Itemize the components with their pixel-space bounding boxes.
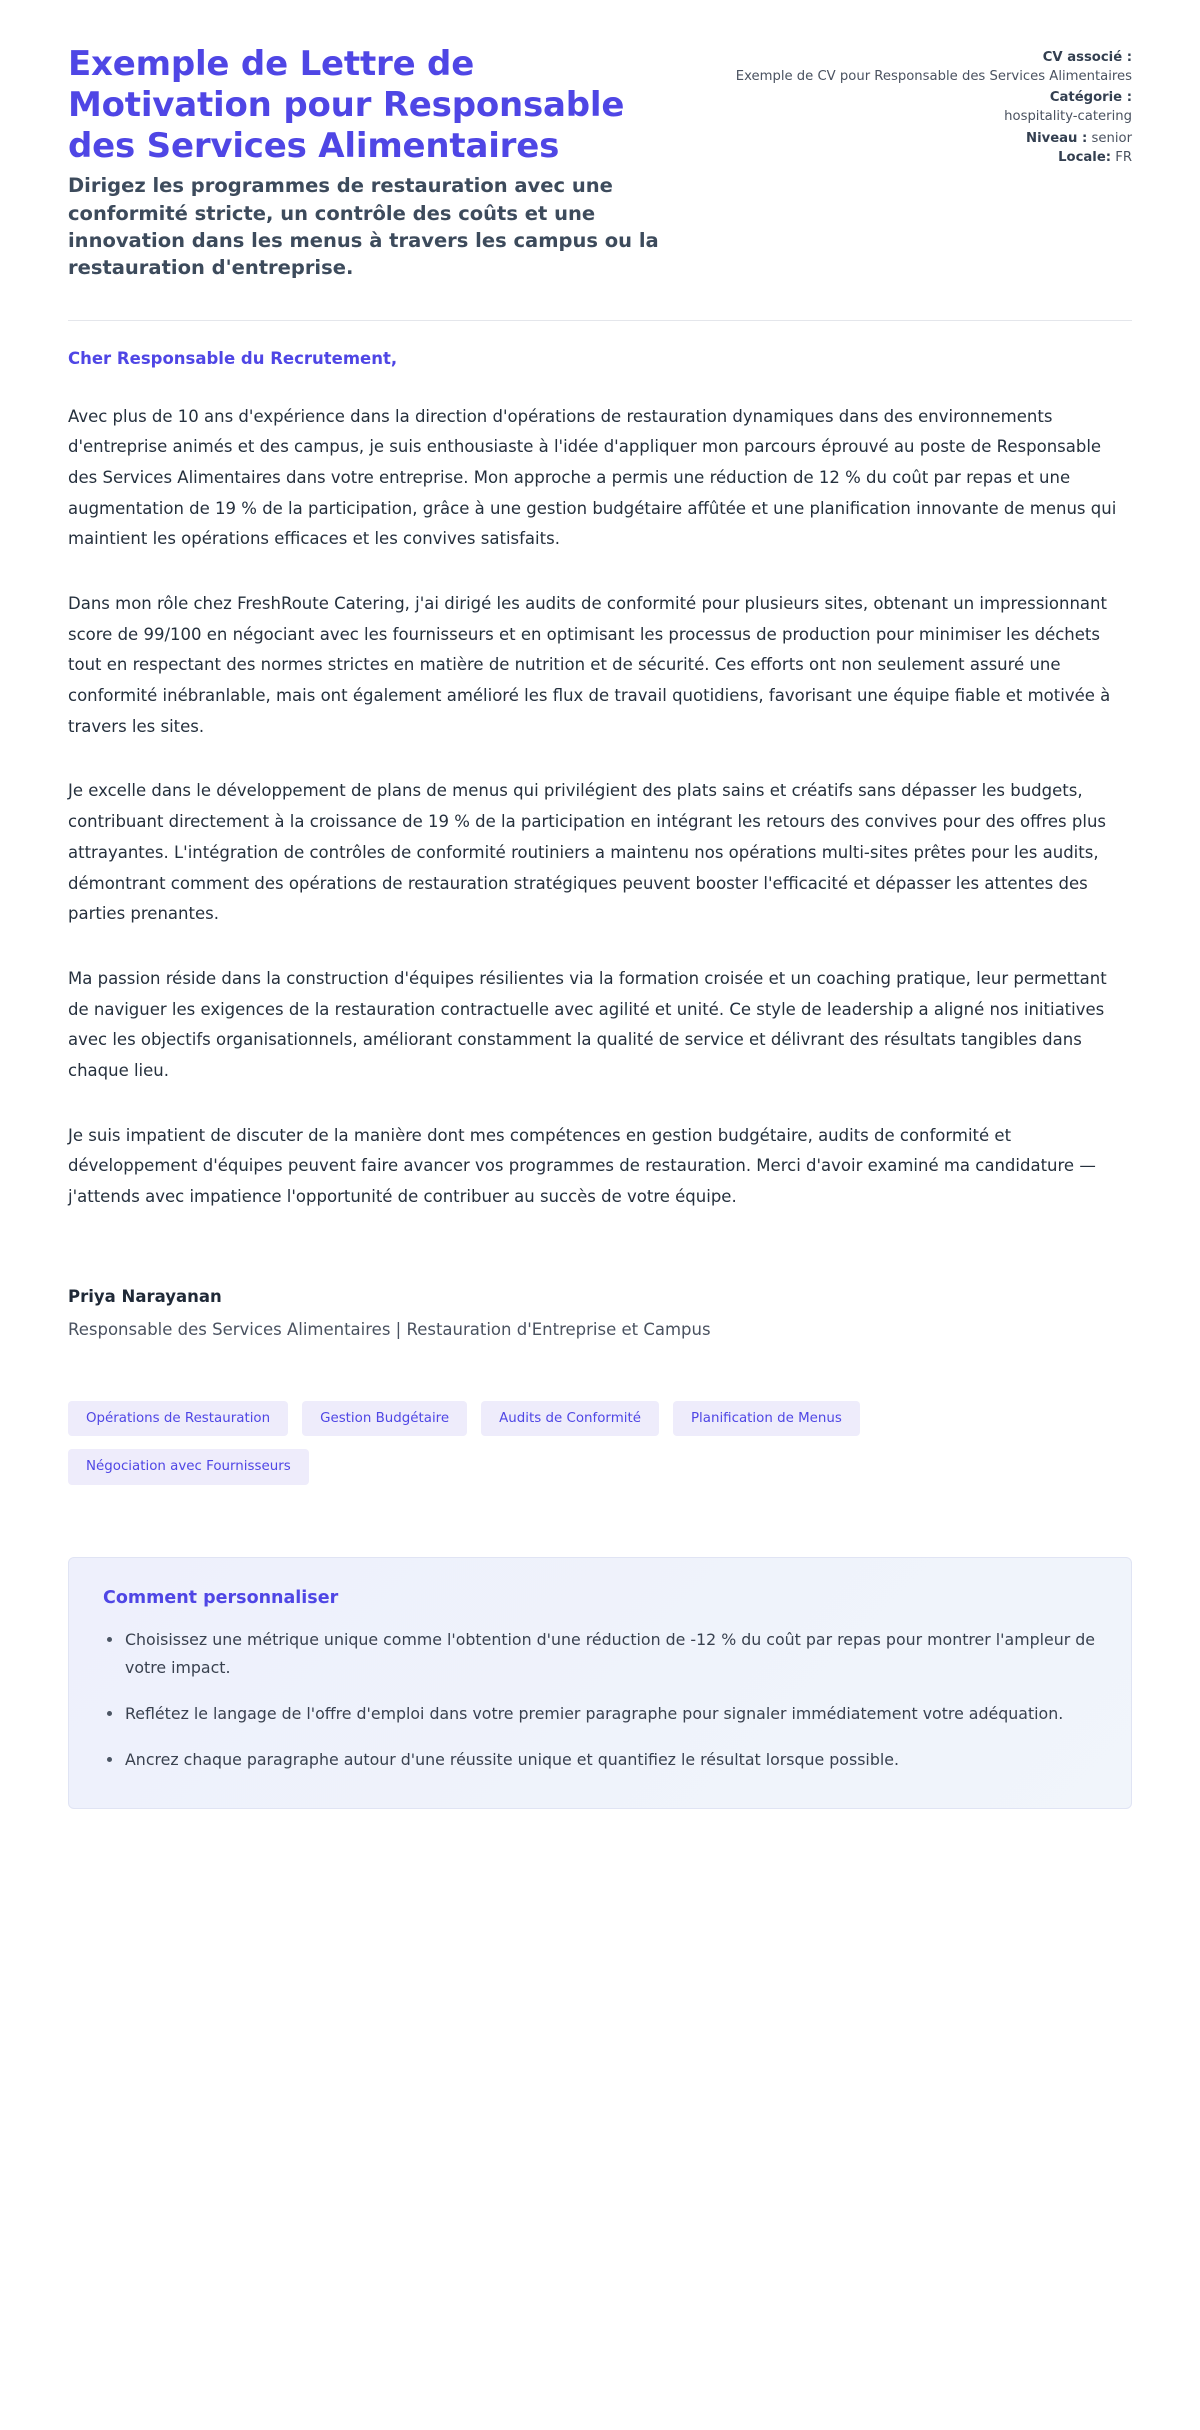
callout-title: Comment personnaliser [103,1587,339,1608]
meta-category-label: Catégorie : [1049,90,1132,106]
tag-chip[interactable]: Audits de Conformité [481,1401,659,1436]
signature-role: Responsable des Services Alimentaires | Restauration d'Entreprise et Campus [68,1319,711,1339]
customization-callout [68,1557,1132,1809]
document-metadata [736,44,1132,167]
letter-paragraph: Ma passion réside dans la construction d'équipes résilientes via la formation croisée et un coaching pratique, leur permettant de naviguer les exigences de la restauration contractuelle avec agilité et unité. Ce style de leadership a aligné nos initiatives avec les objectifs organisationnels, améliorant constamment la qualité de service et délivrant des résultats tangibles dans chaque lieu. [68,968,1107,1080]
callout-list [103,1626,1097,1774]
meta-related-cv [736,48,1132,67]
page-subtitle: Dirigez les programmes de restauration avec une conformité stricte, un contrôle des coûts et une innovation dans les menus à travers les campus ou la restauration d'entreprise. [68,174,659,280]
meta-category-value: hospitality-catering [1004,109,1132,125]
letter-paragraph: Je suis impatient de discuter de la manière dont mes compétences en gestion budgétaire, audits de conformité et développement d'équipes peuvent faire avancer vos programmes de restauration. Merci d'avoir examiné ma candidature — j'attends avec impatience l'opportunité de contribuer au succès de votre équipe. [68,1125,1096,1207]
callout-list-item: Ancrez chaque paragraphe autour d'une réussite unique et quantifiez le résultat lorsque possible. [103,1746,1097,1774]
meta-level [736,129,1132,148]
tag-chip[interactable]: Opérations de Restauration [68,1401,288,1436]
meta-related-cv-label: CV associé : [1042,50,1132,65]
tag-chip[interactable]: Planification de Menus [673,1401,860,1436]
meta-related-cv-value-row [736,67,1132,86]
page-title: Exemple de Lettre de Motivation pour Responsable des Services Alimentaires [68,44,625,166]
letter-paragraph: Avec plus de 10 ans d'expérience dans la direction d'opérations de restauration dynamiques dans des environnements d'entreprise animés et des campus, je suis enthousiaste à l'idée d'appliquer mon parcours éprouvé au poste de Responsable des Services Alimentaires dans votre entreprise. Mon approche a permis une réduction de 12 % du coût par repas et une augmentation de 19 % de la participation, grâce à une gestion budgétaire affûtée et une planification innovante de menus qui maintient les opérations efficaces et les convives satisfaits. [68,406,1117,549]
letter-paragraph: Je excelle dans le développement de plans de menus qui privilégient des plats sains et créatifs sans dépasser les budgets, contribuant directement à la croissance de 19 % de la participation en intégrant les retours des convives pour des offres plus attrayantes. L'intégration de contrôles de conformité routiniers a maintenu nos opérations multi-sites prêtes pour les audits, démontrant comment des opérations de restauration stratégiques peuvent booster l'efficacité et dépasser les attentes des parties prenantes. [68,781,1107,924]
meta-locale-value: FR [1115,149,1132,165]
callout-list-item: Reflétez le langage de l'offre d'emploi dans votre premier paragraphe pour signaler immédiatement votre adéquation. [103,1700,1097,1728]
signature-block [68,1287,1132,1339]
meta-related-cv-value: Exemple de CV pour Responsable des Services Alimentaires [735,69,1132,85]
cover-letter-body [68,321,1132,1339]
tag-chip[interactable]: Négociation avec Fournisseurs [68,1449,309,1484]
tag-list [68,1401,1068,1485]
meta-category-value-row [736,107,1132,126]
meta-category [736,88,1132,107]
letter-salutation: Cher Responsable du Recrutement, [68,348,398,368]
letter-paragraph: Dans mon rôle chez FreshRoute Catering, j'ai dirigé les audits de conformité pour plusieurs sites, obtenant un impressionnant score de 99/100 en négociant avec les fournisseurs et en optimisant les processus de production pour minimiser les déchets tout en respectant des normes strictes en matière de nutrition et de sécurité. Ces efforts ont non seulement assuré une conformité inébranlable, mais ont également amélioré les flux de travail quotidiens, favorisant une équipe fiable et motivée à travers les sites. [68,594,1111,736]
meta-locale [736,148,1132,167]
tag-chip[interactable]: Gestion Budgétaire [302,1401,467,1436]
meta-locale-label: Locale: [1058,149,1112,165]
callout-list-item: Choisissez une métrique unique comme l'obtention d'une réduction de -12 % du coût par repas pour montrer l'ampleur de votre impact. [103,1626,1097,1682]
meta-level-value: senior [1091,130,1132,146]
header-title-block [68,44,688,282]
meta-level-label: Niveau : [1026,130,1088,146]
signature-name: Priya Narayanan [68,1286,222,1306]
document-header [68,44,1132,282]
